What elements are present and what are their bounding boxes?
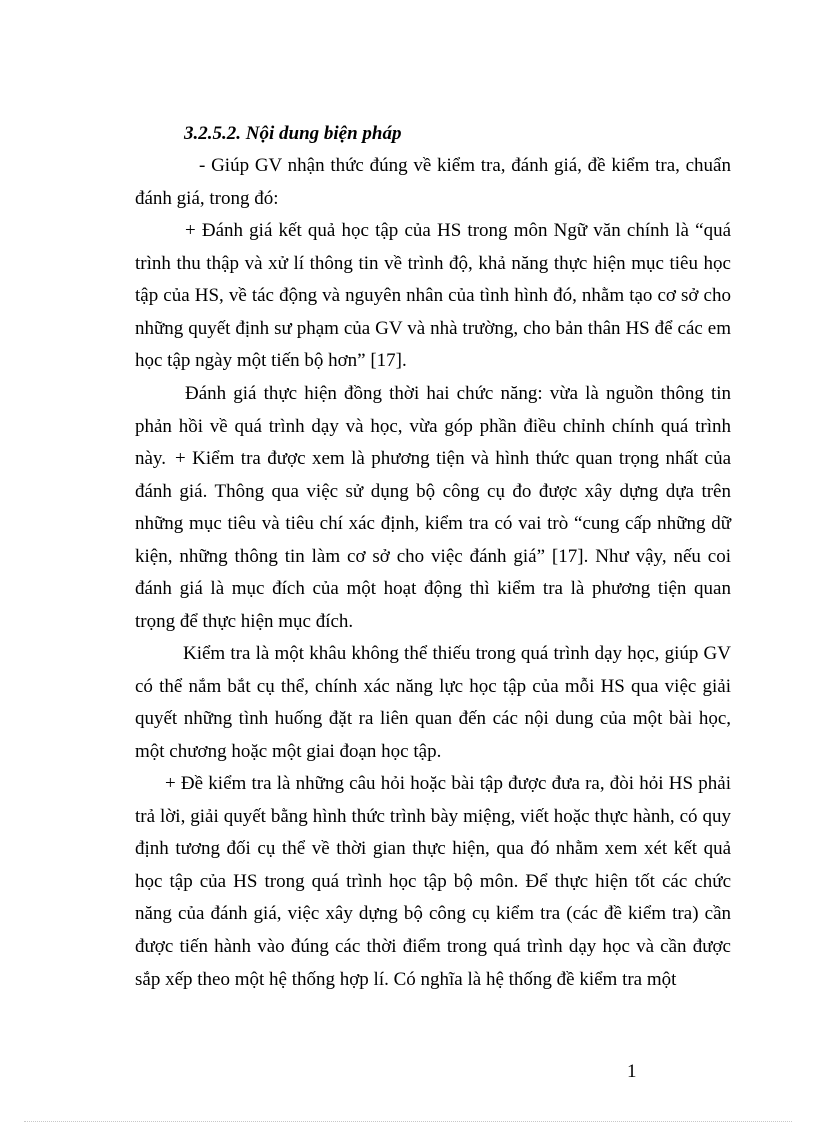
- paragraph-assessment-definition: + Đánh giá kết quả học tập của HS trong môn Ngữ văn chính là “quá trình thu thập và xử lí thông tin về trình độ, khả năng thực hiện mục tiêu học tập của HS, về tác động và nguyên nhân của tình hình đó, nhằm tạo cơ sở cho những quyết định sư phạm của GV và nhà trường, cho bản thân HS để các em học tập ngày một tiến bộ hơn” [17].: [135, 220, 731, 372]
- page-bottom-divider: [24, 1121, 792, 1122]
- paragraph-test-paper-definition: + Đề kiểm tra là những câu hỏi hoặc bài tập được đưa ra, đòi hỏi HS phải trả lời, giải quyết bằng hình thức trình bày miệng, viết hoặc thực hành, có quy định tương đối cụ thể về thời gian thực hiện, qua đó nhằm xem xét kết quả học tập của HS trong quá trình học tập bộ môn. Để thực hiện tốt các chức năng của đánh giá, việc xây dựng bộ công cụ kiểm tra (các đề kiểm tra) cần được tiến hành vào đúng các thời điểm trong quá trình dạy học và cần được sắp xếp theo một hệ thống hợp lí. Có nghĩa là hệ thống đề kiểm tra một: [135, 773, 731, 990]
- page-number: 1: [627, 1061, 637, 1082]
- paragraph-intro: - Giúp GV nhận thức đúng về kiểm tra, đánh giá, đề kiểm tra, chuẩn đánh giá, trong đó:: [135, 155, 731, 209]
- paragraph-testing-definition: + Kiểm tra được xem là phương tiện và hình thức quan trọng nhất của đánh giá. Thông qua việc sử dụng bộ công cụ đo được xây dựng dựa trên những mục tiêu và tiêu chí xác định, kiểm tra có vai trò “cung cấp những dữ kiện, những thông tin làm cơ sở cho việc đánh giá” [17]. Như vậy, nếu coi đánh giá là mục đích của một hoạt động thì kiểm tra là phương tiện quan trọng để thực hiện mục đích.: [135, 448, 731, 632]
- paragraph-assessment-functions: Đánh giá thực hiện đồng thời hai chức năng: vừa là nguồn thông tin phản hồi về quá trình dạy và học, vừa góp phần điều chỉnh chính quá trình này.: [135, 383, 731, 470]
- section-heading: 3.2.5.2. Nội dung biện pháp: [184, 123, 402, 144]
- paragraph-testing-role: Kiểm tra là một khâu không thể thiếu trong quá trình dạy học, giúp GV có thể nắm bắt cụ thể, chính xác năng lực học tập của mỗi HS qua việc giải quyết những tình huống đặt ra liên quan đến các nội dung của một bài học, một chương hoặc một giai đoạn học tập.: [135, 643, 731, 762]
